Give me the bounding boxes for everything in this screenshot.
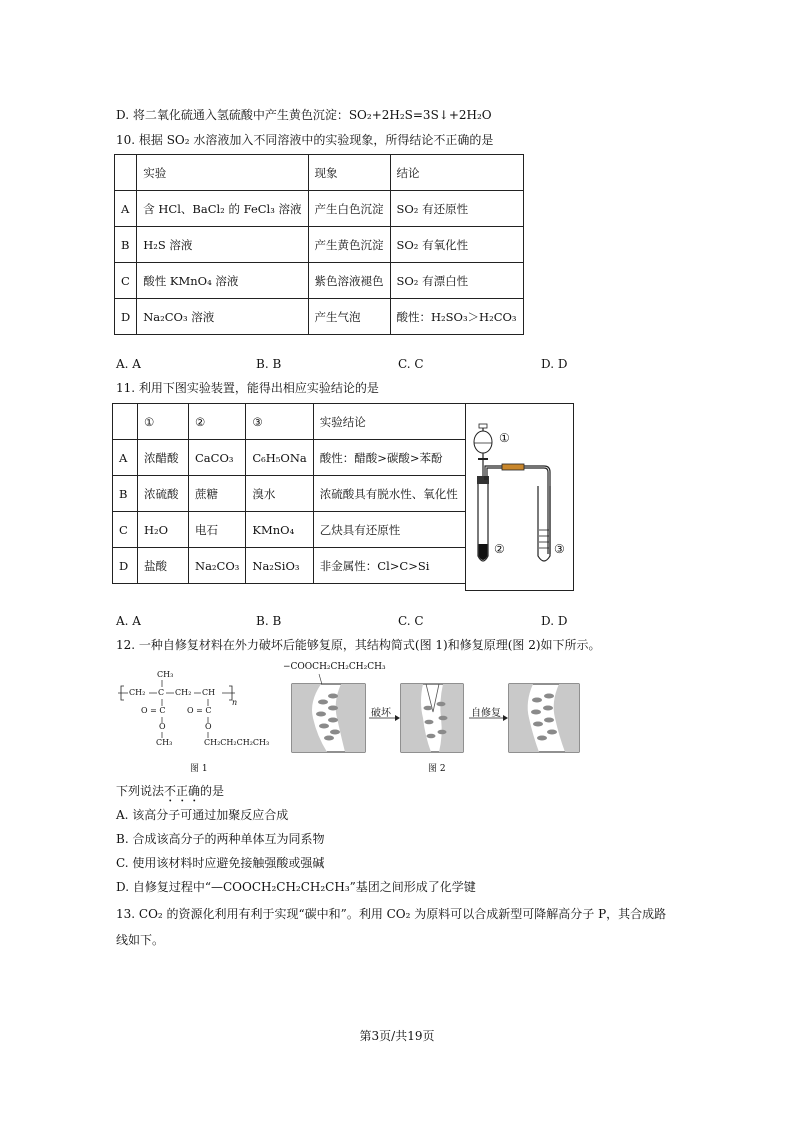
fig1-butyl: CH₂CH₂CH₂CH₃: [204, 738, 270, 747]
fig1-oc1: O = C: [141, 706, 166, 715]
apparatus-label-3: ③: [554, 542, 565, 556]
table-cell: 产生白色沉淀: [308, 191, 390, 227]
apparatus-label-1: ①: [499, 431, 510, 445]
table-row: [113, 476, 466, 512]
table-cell: KMnO₄: [246, 512, 313, 548]
table-header: ②: [189, 404, 246, 440]
q11-options: [116, 614, 576, 630]
question-suffix: 的是: [200, 784, 225, 798]
q10-table: [114, 154, 524, 335]
table-cell: 电石: [189, 512, 246, 548]
table-cell: [115, 155, 137, 191]
table-header: 现象: [308, 155, 390, 191]
table-cell: 非金属性：Cl>C>Si: [313, 548, 465, 584]
fig1-o2: O: [205, 722, 212, 731]
option-d[interactable]: D. D: [541, 357, 568, 371]
option-d[interactable]: D. D: [541, 614, 568, 628]
question-emphasis: 不正确: [164, 784, 201, 798]
fig1-ch3-bottom: CH₃: [156, 738, 173, 747]
repair-panels: [283, 662, 583, 762]
row-label: D: [115, 299, 137, 335]
table-cell: H₂O: [138, 512, 189, 548]
q13-line-1: 13. CO₂ 的资源化利用有利于实现“碳中和”。利用 CO₂ 为原料可以合成新型可降解高分子 P，其合成路: [116, 907, 667, 921]
table-cell: 产生黄色沉淀: [308, 227, 390, 263]
row-label: B: [115, 227, 137, 263]
apparatus-diagram: [466, 404, 573, 590]
table-row: [115, 191, 524, 227]
option-c[interactable]: C. C: [398, 357, 424, 371]
table-cell: 乙炔具有还原性: [313, 512, 465, 548]
table-header: ①: [138, 404, 189, 440]
fig1-chain-a: CH₂: [129, 688, 146, 697]
fig1-oc2: O = C: [187, 706, 212, 715]
figure-1-structure: [118, 666, 270, 774]
table-cell: 盐酸: [138, 548, 189, 584]
fig1-chain-b: C: [158, 688, 165, 697]
table-header: 实验结论: [313, 404, 465, 440]
row-label: A: [115, 191, 137, 227]
fig2-group-label: −COOCH₂CH₂CH₂CH₃: [283, 662, 386, 672]
fig1-ch3-top: CH₃: [157, 670, 174, 679]
question-prefix: 下列说法: [116, 784, 165, 798]
table-cell: 蔗糖: [189, 476, 246, 512]
figure-2-repair: [283, 662, 583, 774]
table-row: [115, 299, 524, 335]
row-label: B: [113, 476, 138, 512]
fig1-chain-c: CH₂: [175, 688, 192, 697]
option-b[interactable]: B. B: [256, 357, 282, 371]
table-cell: 浓硫酸: [138, 476, 189, 512]
q12-option-b[interactable]: B. 合成该高分子的两种单体互为同系物: [116, 832, 325, 846]
apparatus-figure: [465, 403, 574, 591]
table-cell: SO₂ 有还原性: [390, 191, 523, 227]
table-row: [115, 227, 524, 263]
q12-option-a[interactable]: A. 该高分子可通过加聚反应合成: [116, 808, 289, 822]
q12-question: [116, 783, 224, 805]
row-label: C: [113, 512, 138, 548]
q12-option-c[interactable]: C. 使用该材料时应避免接触强酸或强碱: [116, 856, 325, 870]
table-cell: 含 HCl、BaCl₂ 的 FeCl₃ 溶液: [137, 191, 308, 227]
table-header: 实验: [137, 155, 308, 191]
table-row: [113, 512, 466, 548]
option-c[interactable]: C. C: [398, 614, 424, 628]
row-label: A: [113, 440, 138, 476]
fig1-subscript-n: n: [232, 698, 238, 707]
table-cell: SO₂ 有漂白性: [390, 263, 523, 299]
option-a[interactable]: A. A: [116, 614, 141, 628]
fig2-caption: 图 2: [428, 764, 446, 774]
table-row: [113, 440, 466, 476]
q11-stem: 11. 利用下图实验装置，能得出相应实验结论的是: [116, 381, 379, 395]
option-a[interactable]: A. A: [116, 357, 141, 371]
table-cell: SO₂ 有氧化性: [390, 227, 523, 263]
table-row: [113, 404, 466, 440]
table-cell: 产生气泡: [308, 299, 390, 335]
q10-stem: 10. 根据 SO₂ 水溶液加入不同溶液中的实验现象，所得结论不正确的是: [116, 133, 494, 147]
row-label: D: [113, 548, 138, 584]
apparatus-label-2: ②: [494, 542, 505, 556]
fig1-chain-d: CH: [202, 688, 216, 697]
table-cell: CaCO₃: [189, 440, 246, 476]
table-row: [115, 155, 524, 191]
table-cell: Na₂SiO₃: [246, 548, 313, 584]
page-footer: 第3页/共19页: [359, 1029, 435, 1043]
table-header: 结论: [390, 155, 523, 191]
table-cell: [113, 404, 138, 440]
q13-line-2: 线如下。: [116, 933, 165, 947]
table-cell: 酸性：H₂SO₃＞H₂CO₃: [390, 299, 523, 335]
table-cell: C₆H₅ONa: [246, 440, 313, 476]
table-cell: 溴水: [246, 476, 313, 512]
q10-options: [116, 357, 576, 373]
q12-stem: 12. 一种自修复材料在外力破坏后能够复原，其结构简式(图 1)和修复原理(图 2)如下所示。: [116, 638, 601, 652]
table-cell: 浓醋酸: [138, 440, 189, 476]
fig1-o1: O: [159, 722, 166, 731]
table-cell: 紫色溶液褪色: [308, 263, 390, 299]
table-cell: 浓硫酸具有脱水性、氧化性: [313, 476, 465, 512]
row-label: C: [115, 263, 137, 299]
table-row: [113, 548, 466, 584]
table-cell: Na₂CO₃ 溶液: [137, 299, 308, 335]
option-b[interactable]: B. B: [256, 614, 282, 628]
table-cell: 酸性：醋酸>碳酸>苯酚: [313, 440, 465, 476]
table-header: ③: [246, 404, 313, 440]
fig2-arrow-label-repair: 自修复: [471, 708, 501, 719]
fig1-caption: 图 1: [190, 764, 208, 774]
q11-table: [112, 403, 466, 584]
table-cell: H₂S 溶液: [137, 227, 308, 263]
table-row: [115, 263, 524, 299]
table-cell: Na₂CO₃: [189, 548, 246, 584]
q12-option-d[interactable]: D. 自修复过程中“—COOCH₂CH₂CH₂CH₃”基团之间形成了化学键: [116, 880, 476, 894]
q9-option-d: D. 将二氧化硫通入氢硫酸中产生黄色沉淀：SO₂+2H₂S=3S↓+2H₂O: [116, 108, 492, 122]
table-cell: 酸性 KMnO₄ 溶液: [137, 263, 308, 299]
fig2-arrow-label-break: 破坏: [371, 708, 391, 719]
